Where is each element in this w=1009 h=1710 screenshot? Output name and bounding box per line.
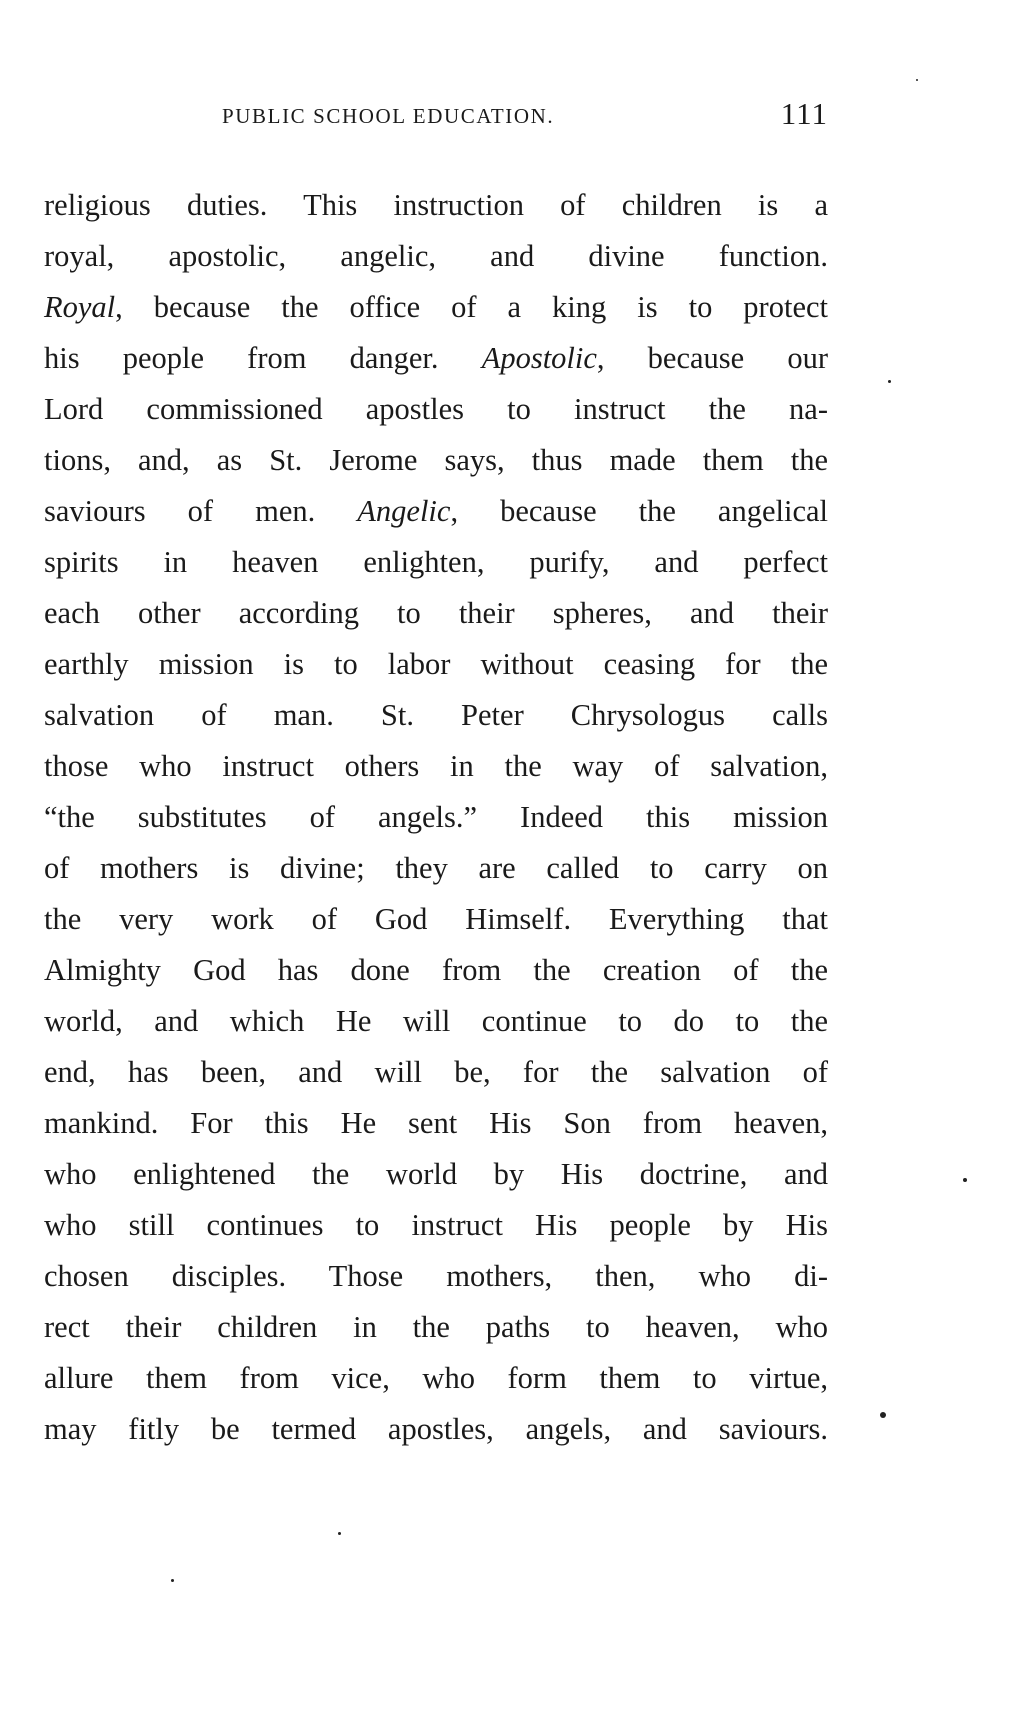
text-line [44, 792, 828, 843]
body-text [44, 180, 828, 1455]
text-line [44, 1251, 828, 1302]
text-segment: Lord commissioned apostles to instruct the na- [44, 392, 828, 426]
text-segment: spirits in heaven enlighten, purify, and perfect [44, 545, 828, 579]
text-segment: who enlightened the world by His doctrine, and [44, 1157, 828, 1191]
text-segment: end, has been, and will be, for the salvation of [44, 1055, 828, 1089]
text-segment: Almighty God has done from the creation of the [44, 953, 828, 987]
running-head [44, 96, 828, 136]
text-line [44, 690, 828, 741]
text-segment: earthly mission is to labor without ceasing for the [44, 647, 828, 681]
scan-speck [916, 79, 918, 81]
italic-term: Angelic [357, 494, 451, 528]
scan-speck [880, 1412, 886, 1418]
text-segment: of mothers is divine; they are called to carry on [44, 851, 828, 885]
text-segment: tions, and, as St. Jerome says, thus made them the [44, 443, 828, 477]
text-segment: salvation of man. St. Peter Chrysologus calls [44, 698, 828, 732]
text-segment: each other according to their spheres, and their [44, 596, 828, 630]
text-line [44, 996, 828, 1047]
text-segment: those who instruct others in the way of salvation, [44, 749, 828, 783]
text-segment: who still continues to instruct His people by His [44, 1208, 828, 1242]
text-segment: saviours of men. [44, 494, 358, 528]
text-segment: royal, apostolic, angelic, and divine function. [44, 239, 828, 273]
text-segment: rect their children in the paths to heaven, who [44, 1310, 828, 1344]
text-line [44, 384, 828, 435]
text-line [44, 741, 828, 792]
text-segment: religious duties. This instruction of children is a [44, 188, 828, 222]
text-line [44, 1353, 828, 1404]
text-line [44, 231, 828, 282]
text-segment: , because the office of a king is to protect [115, 290, 828, 324]
text-line [44, 1404, 828, 1455]
text-line [44, 333, 828, 384]
text-line [44, 1149, 828, 1200]
text-segment: his people from danger. [44, 341, 482, 375]
text-segment: chosen disciples. Those mothers, then, who di- [44, 1259, 828, 1293]
scan-speck [171, 1579, 174, 1582]
text-line [44, 537, 828, 588]
scan-speck [338, 1532, 341, 1535]
text-line [44, 894, 828, 945]
text-line [44, 435, 828, 486]
text-segment: , because our [596, 341, 828, 375]
text-line [44, 588, 828, 639]
text-line [44, 282, 828, 333]
text-segment: the very work of God Himself. Everything that [44, 902, 828, 936]
text-segment: may fitly be termed apostles, angels, and saviours. [44, 1412, 828, 1446]
text-segment: mankind. For this He sent His Son from heaven, [44, 1106, 828, 1140]
text-line [44, 1302, 828, 1353]
text-segment: allure them from vice, who form them to virtue, [44, 1361, 828, 1395]
scan-speck [963, 1178, 967, 1182]
text-line [44, 843, 828, 894]
text-line [44, 945, 828, 996]
italic-term: Apostolic [481, 341, 597, 375]
text-segment: “the substitutes of angels.” Indeed this mission [44, 800, 828, 834]
text-line [44, 1098, 828, 1149]
text-line [44, 639, 828, 690]
running-title: PUBLIC SCHOOL EDUCATION. [222, 104, 555, 128]
text-segment: , because the angelical [450, 494, 828, 528]
scan-speck [888, 380, 891, 383]
text-line [44, 1200, 828, 1251]
text-line [44, 1047, 828, 1098]
page-number: 111 [780, 96, 828, 131]
italic-term: Royal [44, 290, 116, 324]
text-line [44, 486, 828, 537]
text-segment: world, and which He will continue to do to the [44, 1004, 828, 1038]
text-line [44, 180, 828, 231]
